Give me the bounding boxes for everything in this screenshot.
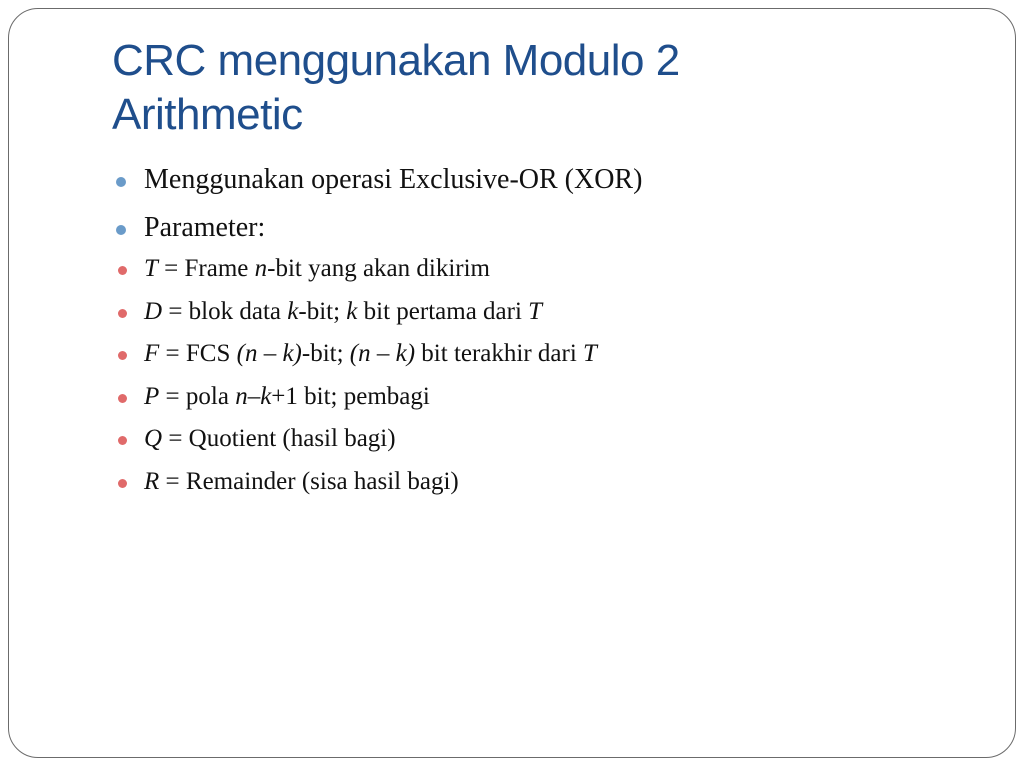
param-f-nk2: (n – k)	[349, 340, 416, 367]
param-t-var: T	[144, 255, 158, 282]
bullet-xor	[112, 164, 972, 196]
param-r-var: R	[144, 467, 160, 495]
param-d-var: D	[144, 297, 163, 325]
param-q-text-1: Quotient (hasil bagi)	[188, 425, 396, 452]
param-q	[112, 424, 972, 454]
param-d-eq: =	[162, 297, 189, 325]
param-d	[112, 297, 972, 327]
bullet-parameter	[112, 212, 972, 497]
param-d-k1: k	[287, 297, 299, 325]
bullet-parameter-text: Parameter:	[144, 212, 266, 243]
param-d-text-1: blok data	[188, 297, 288, 325]
param-d-t: T	[528, 297, 543, 325]
param-t-text-1: Frame	[184, 255, 255, 282]
param-f-eq: =	[159, 340, 186, 367]
param-r-text-1: Remainder (sisa hasil bagi)	[185, 467, 459, 495]
param-d-k2: k	[346, 297, 358, 325]
slide-title	[112, 34, 932, 142]
parameter-list	[112, 254, 972, 497]
param-r	[112, 467, 972, 497]
param-t-eq: =	[157, 255, 185, 282]
param-p-nk: n–k	[235, 382, 272, 410]
param-p-text-1: pola	[185, 382, 236, 410]
param-f-var: F	[144, 340, 160, 367]
bullet-xor-text: Menggunakan operasi Exclusive-OR (XOR)	[144, 164, 643, 195]
param-t	[112, 254, 972, 284]
param-f	[112, 339, 972, 369]
param-d-text-3: bit pertama dari	[357, 297, 529, 325]
param-p	[112, 382, 972, 412]
bullet-list	[112, 164, 972, 497]
param-f-text-3: bit terakhir dari	[415, 340, 584, 367]
title-line-1: CRC menggunakan Modulo 2	[112, 36, 680, 85]
param-f-text-2: -bit;	[301, 340, 350, 367]
title-line-2: Arithmetic	[112, 90, 303, 139]
parameter-sublist-wrap	[112, 254, 972, 497]
param-q-eq: =	[162, 425, 189, 452]
param-d-text-2: -bit;	[298, 297, 347, 325]
param-t-n: n	[254, 255, 268, 282]
param-p-text-2: +1 bit; pembagi	[271, 382, 430, 410]
param-t-text-2: -bit yang akan dikirim	[267, 255, 491, 282]
param-p-var: P	[144, 382, 160, 410]
param-f-text-1: FCS	[185, 340, 237, 367]
param-p-eq: =	[159, 382, 186, 410]
param-r-eq: =	[159, 467, 186, 495]
param-f-nk1: (n – k)	[236, 340, 302, 367]
param-f-t: T	[583, 340, 597, 367]
slide-content	[112, 164, 972, 513]
param-q-var: Q	[144, 425, 163, 452]
